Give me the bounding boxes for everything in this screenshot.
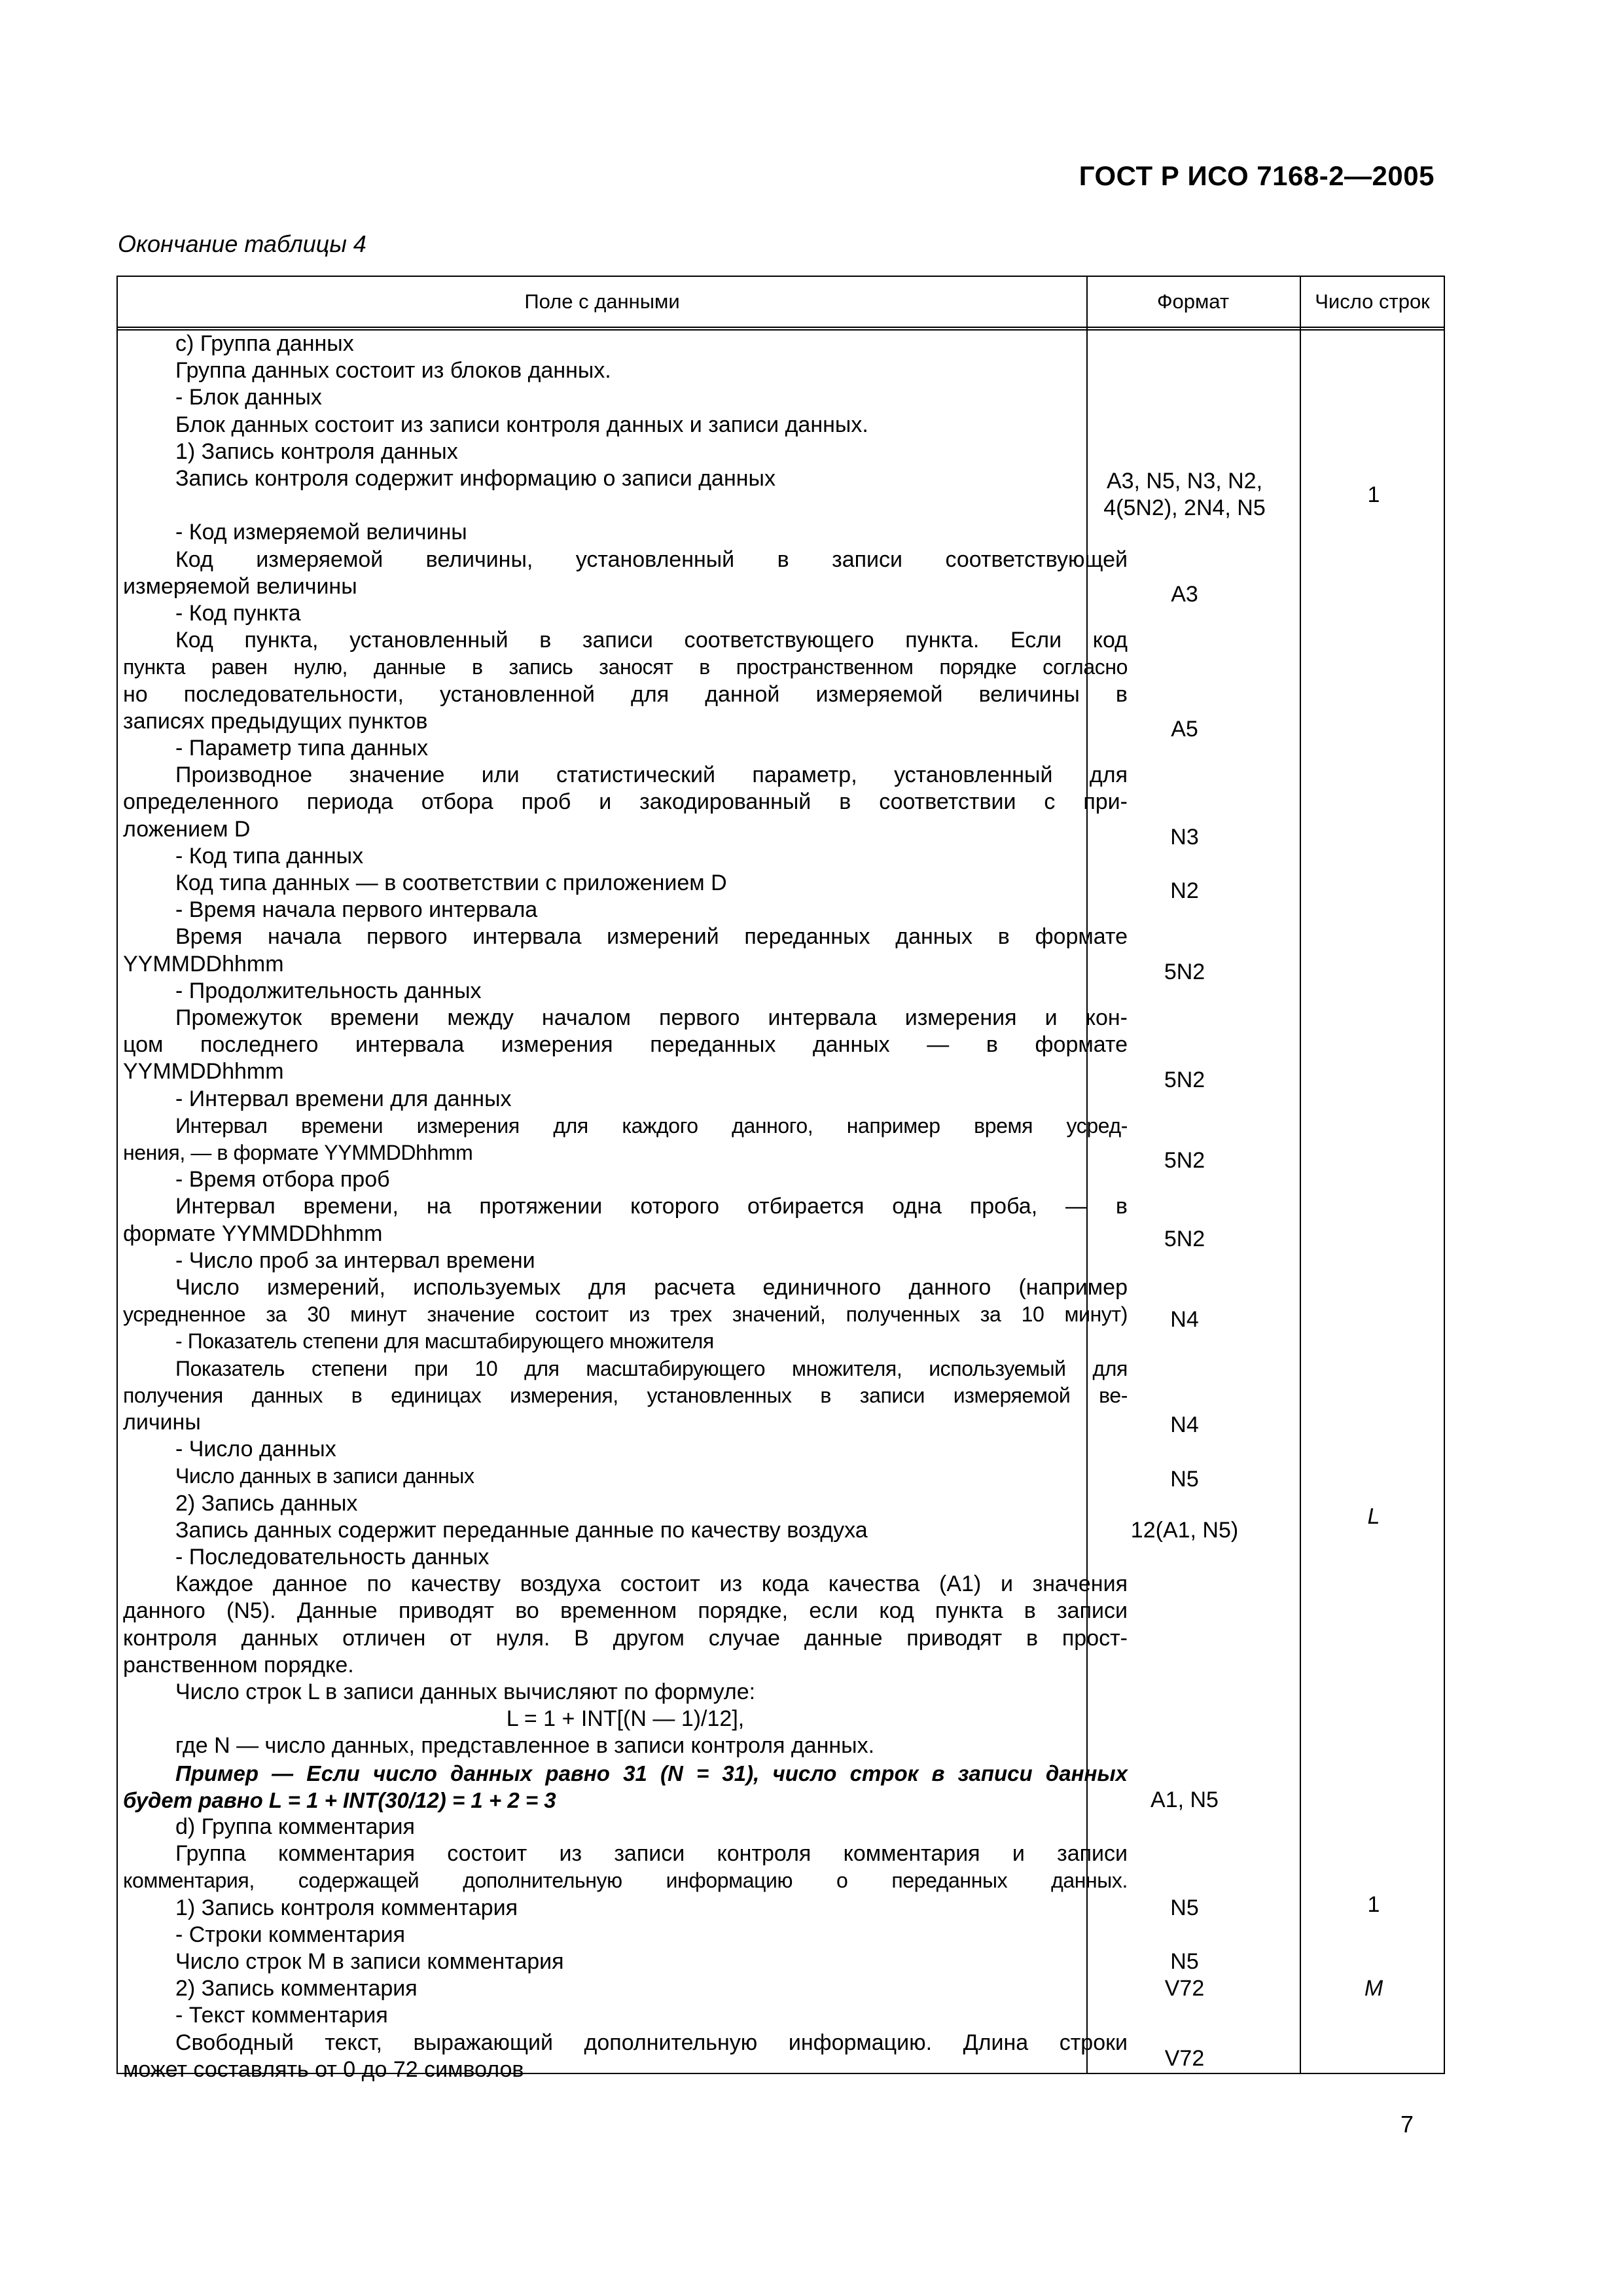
line-count-value: 1 xyxy=(1367,1892,1380,1918)
data-field-line: пункта равен нулю, данные в запись заносят в пространственном порядке согласно xyxy=(123,655,1128,679)
data-field-line: измеряемой величины xyxy=(123,573,357,599)
data-field-line: Показатель степени при 10 для масштабирующего множителя, используемый для xyxy=(175,1356,1128,1380)
data-field-line: но последовательности, установленной для данной измеряемой величины в xyxy=(123,681,1128,707)
data-field-line: ложением D xyxy=(123,816,251,842)
data-field-line: - Код измеряемой величины xyxy=(175,520,467,545)
data-field-line: получения данных в единицах измерения, установленных в записи измеряемой ве- xyxy=(123,1383,1128,1407)
format-value: N4 xyxy=(1170,1307,1199,1333)
data-field-line: нения, — в формате YYMMDDhhmm xyxy=(123,1141,473,1164)
data-field-line: Число строк M в записи комментария xyxy=(175,1949,564,1974)
data-field-line: Число измерений, используемых для расчета единичного данного (например xyxy=(175,1275,1128,1300)
data-field-line: - Блок данных xyxy=(175,385,322,410)
data-field-line: YYMMDDhhmm xyxy=(123,1059,284,1085)
format-value: N5 xyxy=(1170,1466,1199,1492)
data-field-line: цом последнего интервала измерения переданных данных — в формате xyxy=(123,1032,1128,1058)
data-field-line: Код типа данных — в соответствии с приложением D xyxy=(175,870,727,895)
line-count-value: 1 xyxy=(1367,482,1380,507)
data-field-line: записях предыдущих пунктов xyxy=(123,708,428,734)
data-field-line: 2) Запись комментария xyxy=(175,1976,418,2001)
data-field-line: Запись контроля содержит информацию о записи данных xyxy=(175,466,776,491)
data-field-line: ранственном порядке. xyxy=(123,1652,354,1677)
data-field-line: Запись данных содержит переданные данные по качеству воздуха xyxy=(175,1517,868,1543)
format-value: 4(5N2), 2N4, N5 xyxy=(1103,495,1266,521)
format-value: N5 xyxy=(1170,1895,1199,1920)
data-field-line: Группа данных состоит из блоков данных. xyxy=(175,358,611,384)
line-count-value: L xyxy=(1367,1504,1380,1530)
data-field-line: формате YYMMDDhhmm xyxy=(123,1221,383,1246)
format-value: N3 xyxy=(1170,824,1199,850)
data-field-line: Промежуток времени между началом первого интервала измерения и кон- xyxy=(175,1005,1128,1030)
table-header-row xyxy=(118,277,1444,327)
header-line-count: Число строк xyxy=(1315,290,1430,313)
data-field-line: YYMMDDhhmm xyxy=(123,951,284,977)
format-value: V72 xyxy=(1164,1976,1205,2001)
line-count-value: M xyxy=(1364,1976,1383,2001)
data-field-line: - Время начала первого интервала xyxy=(175,897,538,923)
data-field-line: Свободный текст, выражающий дополнительную информацию. Длина строки xyxy=(175,2030,1128,2055)
data-field-line: - Продолжительность данных xyxy=(175,978,482,1003)
data-field-line: - Число данных xyxy=(175,1437,336,1462)
format-value: N2 xyxy=(1170,878,1199,904)
format-value: 5N2 xyxy=(1164,1226,1205,1251)
data-field-line: - Время отбора проб xyxy=(175,1167,390,1193)
data-field-line: где N — число данных, представленное в записи контроля данных. xyxy=(175,1733,875,1759)
data-field-line: - Интервал времени для данных xyxy=(175,1086,512,1111)
data-field-line: - Показатель степени для масштабирующего множителя xyxy=(175,1329,714,1354)
data-field-line: Число данных в записи данных xyxy=(175,1464,474,1488)
format-value: 5N2 xyxy=(1164,1067,1205,1092)
data-field-line: L = 1 + INT[(N — 1)/12], xyxy=(506,1706,745,1732)
data-field-line xyxy=(123,492,1128,519)
data-field-line: Интервал времени, на протяжении которого отбирается одна проба, — в xyxy=(175,1194,1128,1219)
data-field-line: Блок данных состоит из записи контроля данных и записи данных. xyxy=(175,412,868,437)
data-field-line: усредненное за 30 минут значение состоит из трех значений, полученных за 10 минут) xyxy=(123,1302,1128,1327)
data-field-line: Интервал времени измерения для каждого данного, например время усред- xyxy=(175,1113,1128,1138)
data-field-line: будет равно L = 1 + INT(30/12) = 1 + 2 = 3 xyxy=(123,1787,556,1812)
table-body xyxy=(118,331,1444,2082)
format-value: N4 xyxy=(1170,1412,1199,1438)
data-field-line: Пример — Если число данных равно 31 (N = 31), число строк в записи данных xyxy=(175,1761,1128,1785)
page-number: 7 xyxy=(1400,2111,1414,2138)
data-field-line: - Параметр типа данных xyxy=(175,736,429,761)
data-field-line: Время начала первого интервала измерений переданных данных в формате xyxy=(175,924,1128,950)
format-value: A1, N5 xyxy=(1150,1787,1219,1812)
data-field-line: Производное значение или статистический параметр, установленный для xyxy=(175,762,1128,788)
data-field-line: 1) Запись контроля данных xyxy=(175,439,458,464)
data-field-line: определенного периода отбора проб и закодированный в соответствии с при- xyxy=(123,789,1128,815)
format-value: A5 xyxy=(1171,717,1198,742)
data-field-line: c) Группа данных xyxy=(175,331,354,356)
data-field-line: - Строки комментария xyxy=(175,1922,406,1947)
format-value: 5N2 xyxy=(1164,1148,1205,1174)
data-field-line: - Число проб за интервал времени xyxy=(175,1247,535,1273)
data-field-line: Код измеряемой величины, установленный в записи соответствующей xyxy=(175,547,1128,572)
format-value: 5N2 xyxy=(1164,959,1205,984)
format-value: A3, N5, N3, N2, xyxy=(1106,469,1263,494)
data-field-line: 2) Запись данных xyxy=(175,1490,358,1516)
data-field-line: может составлять от 0 до 72 символов xyxy=(123,2056,524,2082)
data-field-line: контроля данных отличен от нуля. В другом случае данные приводят в прост- xyxy=(123,1625,1128,1651)
data-field-line: 1) Запись контроля комментария xyxy=(175,1895,518,1920)
format-value: V72 xyxy=(1164,2046,1205,2072)
table-caption: Окончание таблицы 4 xyxy=(118,230,366,257)
data-field-line: комментария, содержащей дополнительную информацию о переданных данных. xyxy=(123,1869,1128,1893)
data-field-line: данного (N5). Данные приводят во временном порядке, если код пункта в записи xyxy=(123,1598,1128,1624)
data-field-line: личины xyxy=(123,1410,201,1435)
data-field-line: Каждое данное по качеству воздуха состоит из кода качества (A1) и значения xyxy=(175,1571,1128,1597)
format-value: 12(A1, N5) xyxy=(1130,1517,1239,1543)
data-field-line: Группа комментария состоит из записи контроля комментария и записи xyxy=(175,1841,1128,1867)
format-value: A3 xyxy=(1171,582,1198,607)
format-value: N5 xyxy=(1170,1949,1199,1974)
data-table xyxy=(116,276,1445,2082)
header-data-field: Поле с данными xyxy=(524,290,680,313)
data-field-line: - Код типа данных xyxy=(175,843,364,869)
data-field-line: - Текст комментария xyxy=(175,2003,388,2028)
data-field-line: - Последовательность данных xyxy=(175,1545,490,1570)
document-code: ГОСТ Р ИСО 7168-2—2005 xyxy=(1079,160,1435,191)
data-field-line: Код пункта, установленный в записи соответствующего пункта. Если код xyxy=(175,628,1128,653)
data-field-line: d) Группа комментария xyxy=(175,1814,415,1839)
header-format: Формат xyxy=(1156,290,1230,313)
data-field-line: Число строк L в записи данных вычисляют по формуле: xyxy=(175,1679,756,1704)
data-field-line: - Код пункта xyxy=(175,601,301,626)
